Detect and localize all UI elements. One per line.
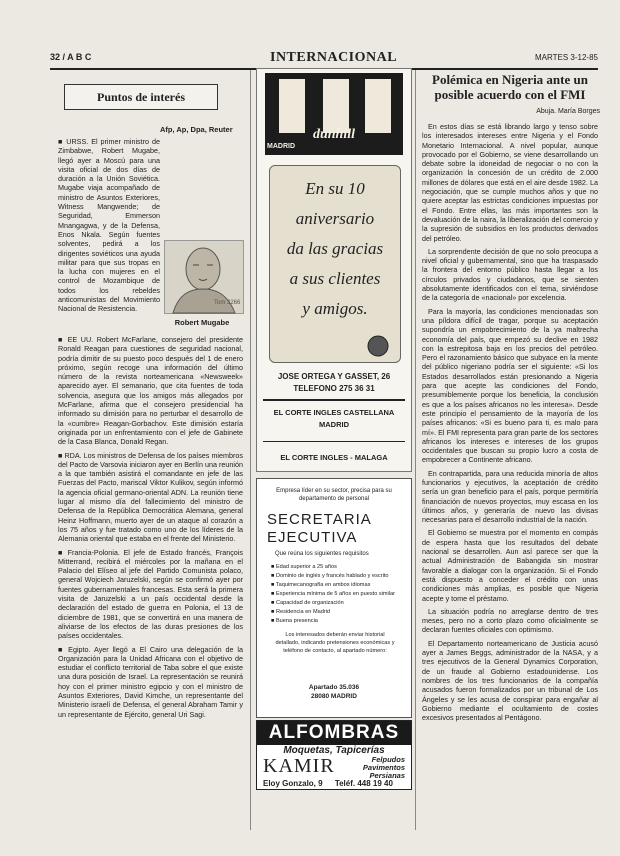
dunhill-city: MADRID [267, 143, 295, 150]
paragraph: El Departamento norteamericano de Justicia acusó ayer a James Beggs, administrador de la NASA, y a tres ejecutivos de la General Dynamics Corporation, de un fraude al Gobierno estadounidense. Los nombres de los tres funcionarios de la compañía acusados fueron formalizados por un tribunal de Los Ángeles y se les acusa de conspirar para engañar al Gobierno mediante el ocultamiento de costes excesivos presentados al Pentágono. [422, 638, 598, 723]
requirement-item: ■ Residencia en Madrid [271, 609, 331, 615]
store-castellana-city: MADRID [319, 420, 349, 429]
box-title [64, 84, 218, 110]
box-title-text: Puntos de interés [97, 90, 185, 104]
paragraph: Para la mayoría, las condiciones mencionadas son una píldora difícil de tragar, porque su aceptación supondría un empobrecimiento de la ya maltrecha economía del país, que empezó su declive en 1982 con la estrepitosa baja en los precios del petróleo. Pero el razonamiento básico que subyace en la mente del público nigeriano podría ser el siguiente: «Si los Estados desarrollados están presionando a Nigeria para que acepte las condiciones del Fondo, presumiblemente porque los beneficia, la conclusión es que a los países africanos no les interesa». Desde este principio el pensamiento de la mayoría de los países africanos: «Si es bueno para ti, es malo para mí». El FMI representa para gran parte de los sectores africanos los intereses e intereses de los grupos occidentales que buscan su propio lucro a costa de empobrecer a Continente africano. [422, 306, 598, 465]
paragraph: ■ RDA. Los ministros de Defensa de los países miembros del Pacto de Varsovia iniciaron ayer en Berlín una reunión a la que también asistirá el comandante en jefe de las Fuerzas del Pacto, mariscal Viktor Kulikov, según informó la agencia oficial germano-oriental ADN. La reunión tiene lugar al mismo día del fallecimiento del ministro de Defensa de la República Democrática Alemana, general Heinz Hoffmann, muerto ayer de un ataque al corazón a los 75 años y fue tratado como uno de los líderes de la Alemania oriental que estaba en el frente del Ministerio. [58, 451, 243, 544]
right-column-body [422, 122, 598, 810]
alfombras-title: ALFOMBRAS [257, 721, 411, 745]
paragraph: El Gobierno se muestra por el momento en compás de espera hasta que los resultados del debate nacional se desarrollen. Aun así parece ser que la actual Administración de Babangida sin mostrar favorable a dialogar con la organización. Si el Fondo está dispuesto a conceder el crédito con unas condiciones más amplias, es posible que Nigeria acepte y tome el préstamo. [422, 528, 598, 603]
alfombras-address: Eloy Gonzalo, 9 [263, 779, 323, 788]
store-castellana: EL CORTE INGLES CASTELLANA [273, 408, 395, 417]
left-column-body [58, 335, 243, 795]
issue-date: MARTES 3-12-85 [535, 53, 598, 62]
dunhill-stores [263, 399, 405, 464]
ad-footer: Los interesados deberán enviar historial detallado, indicando pretensiones económicas y teléfono de contacto, al apartado número: [275, 632, 395, 654]
wax-seal-icon [366, 334, 390, 358]
alfombras-advertisement [256, 720, 412, 790]
alfombras-subtitle: Moquetas, Tapicerías [283, 745, 385, 756]
left-column-wrap [58, 240, 160, 328]
requirement-item: ■ Edad superior a 25 años [271, 564, 337, 570]
dunhill-phone: TELEFONO 275 36 31 [293, 384, 375, 393]
scroll-text: En su 10 aniversario da las gracias a sus clientes y amigos. [286, 179, 384, 318]
requirement-item: ■ Taquimecanografía en ambos idiomas [271, 582, 371, 588]
requirement-item: ■ Dominio de inglés y francés hablado y escrito [271, 573, 389, 579]
photo-signature: Tom 3266 [214, 300, 241, 306]
column-rule [250, 70, 251, 830]
page-number: 32 / A B C [50, 52, 92, 62]
secretaria-advertisement [256, 478, 412, 718]
paragraph: ■ URSS. El primer ministro de Zimbabwe, Robert Mugabe, llegó ayer a Moscú para una visita oficial de dos días de duración a la Unión Soviética. Mugabe viaja acompañado de ministro de Asuntos Exteriores, Witness Mangwende; de Seguridad, Emmerson Mnangagwa, y de la Defensa, Enos Nkala. Según fuentes solventes, pedirá a los dirigentes soviéticos una ayuda militar para que sus tropas en la lucha con mujeres en el control de Mozambique de todos los rebeldes anticomunistas del Movimiento Nacional de Resistencia. [58, 137, 160, 314]
agency-credit: Afp, Ap, Dpa, Reuter [160, 125, 233, 134]
article-headline: Polémica en Nigeria ante un posible acuerdo con el FMI [432, 72, 588, 102]
ad-requirements-sub: Que reúna los siguientes requisitos [275, 551, 369, 557]
alfombras-phone: Teléf. 448 19 40 [334, 779, 393, 788]
paragraph: ■ Francia-Polonia. El jefe de Estado francés, François Mitterrand, recibirá el miércoles por la mañana en el Palacio del Elíseo al jefe del Partido Comunista polaco, general Wojciech Jaruzelski, según se confirmó ayer por fuentes gubernamentales francesas. Esta será la primera visita de Jaruzelski a un país occidental desde la declaración del estado de guerra en Polonia, el 13 de diciembre de 1981, que se convertirá en una manera de aliviarse de los efectos de las duras presiones de los países occidentales. [58, 548, 243, 641]
paragraph: En contrapartida, para una reducida minoría de altos funcionarios y ejecutivos, la aceptación de crédito sería un gran beneficio para el país, porque permitiría financiación de nuevos proyectos, muy escasa en los últimos años, y generaría de nuevo las divisas necesarias para el desarrollo industrial de la nación. [422, 468, 598, 525]
dunhill-contact [257, 371, 411, 395]
column-rule [415, 70, 416, 830]
requirement-item: ■ Capacidad de organización [271, 600, 344, 606]
dunhill-advertisement [256, 68, 412, 472]
paragraph: ■ Egipto. Ayer llegó a El Cairo una delegación de la Organización para la Unidad Africana con el objetivo de estudiar el conflicto territorial de Taba sobre el que existe una dura posición de Israel. La representación se reunirá hoy con el primer ministro egipcio y con el ministro de Asuntos Exteriores, David Kimche, un representante del Ministerio israelí de Defensa, el general Abraham Tamir y un representante de Ejército, general Uri Sagi. [58, 645, 243, 719]
paragraph: ■ EE UU. Robert McFarlane, consejero del presidente Ronald Reagan para cuestiones de seguridad nacional, podría dimitir de su puesto poco después del 1 de enero próximo, según recoge una información del último número de la revista norteamericana «Newsweek» aparecido ayer. El semanario, que cita fuentes de toda solvencia, asegura que los amigos más allegados por McFarlane, afirma que el consejero presidencial ha informado su dimisión para no perturbar el desarrollo de la «cumbre» Reagan-Gorbachov. Este dimisión estaría originada por un enfrentamiento con el jefe de Gabinete de la Casa Blanca, Donald Regan. [58, 335, 243, 447]
dunhill-address: JOSE ORTEGA Y GASSET, 26 [277, 372, 391, 381]
requirement-item: ■ Buena presencia [271, 618, 318, 624]
alfombras-products: Felpudos Pavimentos Persianas [362, 755, 405, 780]
alfombras-contact [257, 779, 411, 789]
paragraph: La sorprendente decisión de que no solo preocupa a nivel oficial y gubernamental, sino que ha traspasado la frontera del entorno público hasta llegar a los círculos privados y ciudadanos, que se sienten absolutamente identificados con el tema, sirviéndose de la categoría de «nacional» por excelencia. [422, 246, 598, 303]
store-malaga: EL CORTE INGLES - MALAGA [263, 441, 405, 464]
photo-caption: Robert Mugabe [174, 318, 230, 327]
dunhill-logo-block [265, 73, 403, 155]
ad-requirements-list [271, 563, 403, 626]
kamir-brand: KAMIR [263, 755, 335, 777]
paragraph: La situación podría no arreglarse dentro de tres meses, pero no a corto plazo como oficialmente se declaran fuentes oficiales con optimismo. [422, 606, 598, 635]
dunhill-brand: dunhill [312, 127, 356, 142]
requirement-item: ■ Experiencia mínima de 5 años en puesto similar [271, 591, 396, 597]
section-title: INTERNACIONAL [270, 50, 398, 65]
ad-apartado: Apartado 35.036 28080 MADRID [308, 684, 360, 700]
left-column-top [58, 137, 160, 314]
ad-intro: Empresa líder en su sector, precisa para su departamento de personal [276, 488, 392, 502]
scroll-parchment [269, 165, 401, 363]
paragraph: En estos días se está librando largo y tenso sobre los interesados intereses entre Nigeria y el Fondo Monetario Internacional. A nivel popular, aunque provocado por el Gobierno, se viene desarrollando un debate sobre la idoneidad de negociar o no con la organización la concesión de un crédito de 2.000 millones de dólares que está en el aire desde 1982. La negociación, que se cumple muchos años y que no quiere aceptar las estrictas condiciones impuestas por el Fondo. Entre ellas, las más importantes son la devaluación de la naira, la liberalización del comercio y la supresión de subsidios en los productos derivados del petróleo. [422, 122, 598, 243]
ad-heading: SECRETARIA EJECUTIVA [267, 511, 372, 546]
article-byline: Abuja. María Borges [536, 108, 600, 115]
